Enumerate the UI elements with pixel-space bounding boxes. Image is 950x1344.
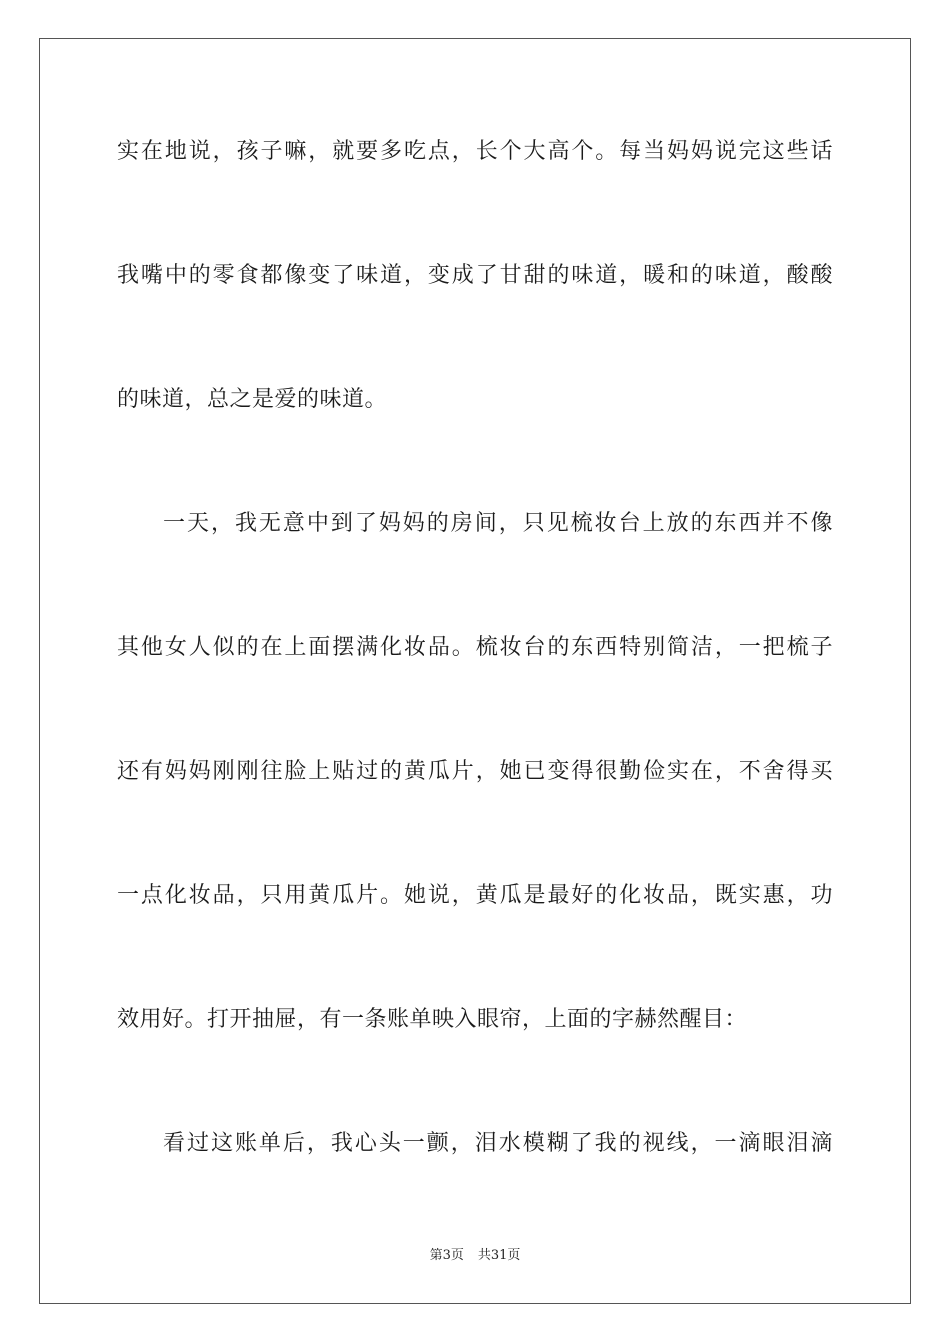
page-number: 第3页 [429, 1248, 464, 1263]
text-line: 还有妈妈刚刚往脸上贴过的黄瓜片，她已变得很勤俭实在，不舍得买 [117, 759, 833, 784]
paragraph-first-line: 一天，我无意中到了妈妈的房间，只见梳妆台上放的东西并不像 [163, 511, 833, 536]
text-line: 我嘴中的零食都像变了味道，变成了甘甜的味道，暖和的味道，酸酸 [117, 263, 833, 288]
text-line: 效用好。打开抽屉，有一条账单映入眼帘，上面的字赫然醒目： [117, 1007, 748, 1032]
paragraph-first-line: 看过这账单后，我心头一颤，泪水模糊了我的视线，一滴眼泪滴 [163, 1131, 833, 1156]
page-border [39, 38, 911, 1304]
text-line: 一点化妆品，只用黄瓜片。她说，黄瓜是最好的化妆品，既实惠，功 [117, 883, 833, 908]
text-line: 其他女人似的在上面摆满化妆品。梳妆台的东西特别简洁，一把梳子 [117, 635, 833, 660]
text-line: 实在地说，孩子嘛，就要多吃点，长个大高个。每当妈妈说完这些话 [117, 139, 833, 164]
total-pages: 共31页 [477, 1248, 521, 1263]
page-footer [0, 1247, 950, 1265]
text-line: 的味道，总之是爱的味道。 [117, 387, 388, 412]
